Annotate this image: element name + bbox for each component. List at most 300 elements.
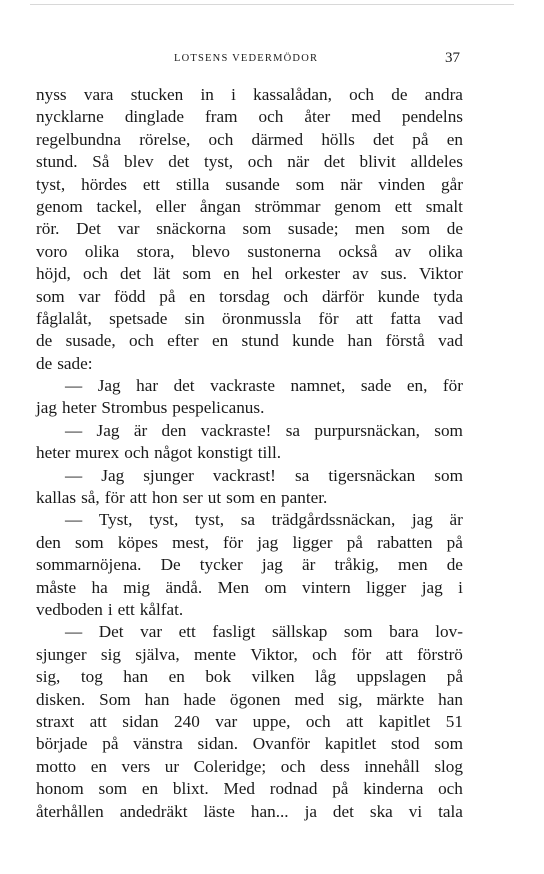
word: vedboden: [36, 599, 103, 619]
word: uppslagen: [356, 667, 427, 687]
word: olika: [84, 241, 120, 261]
text-line: [36, 621, 463, 643]
word: sidan.: [197, 734, 239, 754]
word: måste: [36, 577, 77, 597]
word: tigersnäckan: [328, 465, 416, 485]
word: vackraste!: [200, 420, 272, 440]
text-line: [36, 442, 463, 464]
word: Men: [217, 577, 250, 597]
word: tycker: [199, 555, 243, 575]
word: som: [182, 264, 212, 284]
word: ett: [178, 622, 196, 642]
word: med: [294, 689, 325, 709]
word: ser: [182, 488, 203, 508]
word: vänstra: [133, 734, 183, 754]
word: Som: [99, 689, 131, 709]
word: tyst,: [149, 510, 179, 530]
word: Viktor,: [250, 644, 298, 664]
word: ändå.: [165, 577, 203, 597]
word: vintern: [302, 577, 351, 597]
word: sjunger: [143, 465, 194, 485]
word: läste: [203, 801, 235, 821]
word: ha: [91, 577, 108, 597]
word: på: [159, 286, 176, 306]
text-line: [36, 733, 463, 755]
word: att: [355, 308, 374, 328]
word: spetsade: [109, 308, 168, 328]
text-line: [36, 308, 463, 330]
text-line: [36, 330, 463, 352]
word: lov-: [435, 622, 463, 642]
word: hördes: [81, 174, 127, 194]
text-line: [36, 397, 463, 419]
word: heter: [62, 398, 97, 418]
word: tala: [438, 801, 463, 821]
word: hon: [151, 488, 178, 508]
word: —: [65, 465, 83, 485]
word: på: [446, 667, 463, 687]
text-line: [36, 286, 463, 308]
word: sig,: [338, 689, 363, 709]
running-head: [40, 50, 464, 70]
word: för: [318, 308, 339, 328]
word: fram: [205, 107, 238, 127]
word: och: [349, 85, 374, 104]
word: fåglalåt,: [36, 308, 92, 328]
word: vilken: [251, 667, 295, 687]
word: vad: [438, 308, 463, 328]
word: motto: [36, 756, 77, 776]
word: hade: [183, 689, 216, 709]
word: det: [323, 152, 345, 172]
word: som: [434, 420, 463, 440]
word: sin: [184, 308, 205, 328]
word: började: [36, 734, 88, 754]
word: jag: [36, 398, 57, 418]
word: —: [65, 510, 83, 530]
word: mig: [123, 577, 150, 597]
word: köpes: [117, 532, 158, 552]
word: kunde: [292, 331, 335, 351]
word: fatta: [390, 308, 421, 328]
body-text: [36, 84, 463, 823]
word: en: [90, 756, 107, 776]
word: genom: [36, 196, 83, 216]
word: av: [394, 241, 412, 261]
word: stucken: [130, 85, 184, 104]
word: tråkig,: [334, 555, 379, 575]
word: som: [226, 488, 255, 508]
word: själva,: [135, 644, 180, 664]
text-line: [36, 420, 463, 442]
word: att: [346, 711, 364, 731]
word: för: [104, 488, 125, 508]
word: disken.: [36, 689, 86, 709]
word: Jag: [96, 420, 120, 440]
word: som: [401, 219, 431, 239]
word: orkester: [284, 264, 341, 284]
word: —: [65, 420, 83, 440]
word: blev: [124, 152, 154, 172]
word: straxt: [36, 711, 75, 731]
word: kapitlet: [324, 734, 377, 754]
word: kinderna: [363, 779, 424, 799]
text-line: [36, 353, 463, 375]
word: var: [78, 286, 101, 306]
word: olika: [428, 241, 463, 261]
word: av: [352, 264, 369, 284]
word: var: [117, 219, 140, 239]
text-line: [36, 487, 463, 509]
word: Ovanför: [252, 734, 311, 754]
word: sus.: [380, 264, 407, 284]
word: de: [446, 555, 463, 575]
word: när: [340, 174, 363, 194]
word: ögonen: [229, 689, 281, 709]
word: namnet,: [290, 376, 346, 396]
word: dinglade: [124, 107, 184, 127]
text-line: [36, 218, 463, 240]
word: susade,: [65, 331, 116, 351]
text-line: [36, 778, 463, 800]
word: och: [247, 152, 273, 172]
word: den: [161, 420, 187, 440]
text-line: [36, 644, 463, 666]
word: pespelicanus.: [172, 398, 265, 418]
page-edge-line: [30, 4, 514, 5]
word: susade;: [287, 219, 339, 239]
word: vad: [438, 331, 463, 351]
word: nyss: [36, 85, 67, 104]
word: när: [287, 152, 310, 172]
word: kallas: [36, 488, 77, 508]
word: en: [211, 331, 229, 351]
word: ett: [394, 196, 412, 216]
word: på: [346, 532, 363, 552]
word: hel: [251, 264, 273, 284]
word: efter: [167, 331, 199, 351]
word: blevo: [191, 241, 231, 261]
word: han: [347, 331, 373, 351]
word: strömmar: [254, 196, 321, 216]
word: född: [114, 286, 146, 306]
word: och: [280, 756, 306, 776]
word: sommarnöjena.: [36, 555, 142, 575]
text-line: [36, 375, 463, 397]
word: stora,: [136, 241, 175, 261]
word: eller: [155, 196, 187, 216]
word: det: [168, 152, 190, 172]
word: De: [160, 555, 181, 575]
word: och: [312, 644, 337, 664]
text-line: [36, 689, 463, 711]
word: torsdag: [219, 286, 270, 306]
word: stod: [390, 734, 420, 754]
word: voro: [36, 241, 68, 261]
word: och: [124, 443, 150, 463]
word: låg: [315, 667, 337, 687]
word: bok: [205, 667, 232, 687]
word: bara: [389, 622, 419, 642]
word: i: [458, 577, 463, 597]
word: som: [98, 779, 128, 799]
word: tyst,: [194, 510, 225, 530]
word: stund: [241, 331, 279, 351]
word: var: [140, 622, 163, 642]
word: sa: [240, 510, 256, 530]
word: att: [129, 488, 147, 508]
text-line: [36, 84, 463, 106]
word: som: [75, 532, 104, 552]
word: stund.: [36, 152, 78, 172]
word: heter: [36, 443, 71, 463]
word: vi: [408, 801, 423, 821]
text-line: [36, 174, 463, 196]
word: med: [351, 107, 381, 127]
word: den: [36, 532, 61, 552]
word: stilla: [176, 174, 210, 194]
word: Tyst,: [98, 510, 133, 530]
word: trädgårdssnäckan,: [271, 510, 396, 530]
text-line: [36, 241, 463, 263]
word: kapitlet: [378, 711, 431, 731]
word: sjunger: [36, 644, 87, 664]
word: därför: [321, 286, 364, 306]
word: —: [65, 622, 83, 642]
word: uppe,: [252, 711, 291, 731]
word: för: [223, 532, 244, 552]
text-line: [36, 465, 463, 487]
running-title: LOTSENS VEDERMÖDOR: [174, 53, 319, 64]
word: och: [129, 331, 154, 351]
text-line: [36, 666, 463, 688]
word: blivit: [359, 152, 396, 172]
word: rodnad: [269, 779, 318, 799]
word: så,: [81, 488, 100, 508]
word: ligger: [366, 577, 407, 597]
word: snäckorna: [156, 219, 226, 239]
word: rör.: [36, 219, 60, 239]
word: jag: [261, 555, 283, 575]
word: jag: [421, 577, 443, 597]
word: som: [434, 734, 463, 754]
word: de: [391, 85, 408, 104]
word: för: [442, 376, 463, 396]
word: till.: [257, 443, 282, 463]
word: fasligt: [212, 622, 256, 642]
word: jag: [257, 532, 279, 552]
word: i: [231, 85, 236, 104]
word: han...: [250, 801, 289, 821]
word: men: [397, 555, 428, 575]
text-line: [36, 554, 463, 576]
text-line: [36, 129, 463, 151]
word: sidan: [122, 711, 159, 731]
word: förströ: [417, 644, 463, 664]
word: tyst,: [203, 152, 234, 172]
word: i: [107, 599, 113, 619]
text-line: [36, 599, 463, 621]
word: ångan: [199, 196, 241, 216]
word: en: [168, 667, 185, 687]
word: ska: [369, 801, 393, 821]
word: på: [412, 129, 429, 149]
word: tog: [80, 667, 103, 687]
word: sällskap: [271, 622, 328, 642]
word: på: [446, 532, 463, 552]
word: nycklarne: [36, 107, 104, 127]
word: honom: [36, 779, 84, 799]
word: Det: [98, 622, 124, 642]
word: slog: [434, 756, 463, 776]
word: in: [200, 85, 214, 104]
word: de: [36, 353, 53, 373]
word: öronmussla: [221, 308, 302, 328]
word: Jag: [101, 465, 125, 485]
word: märkte: [376, 689, 425, 709]
word: dess: [320, 756, 350, 776]
word: Med: [223, 779, 255, 799]
word: blixt.: [172, 779, 209, 799]
word: en: [141, 779, 159, 799]
text-line: [36, 532, 463, 554]
word: mest,: [172, 532, 209, 552]
word: och: [305, 711, 331, 731]
text-line: [36, 801, 463, 823]
word: kunde: [377, 286, 420, 306]
word: rörelse,: [139, 129, 191, 149]
word: något: [154, 443, 193, 463]
word: han: [123, 667, 149, 687]
word: som: [343, 622, 373, 642]
word: susande: [225, 174, 280, 194]
word: —: [65, 376, 83, 396]
word: men: [355, 219, 385, 239]
word: det: [332, 801, 354, 821]
word: kassalådan,: [253, 85, 332, 104]
word: en: [446, 129, 463, 149]
word: en: [189, 286, 206, 306]
word: för: [351, 644, 372, 664]
word: innehåll: [364, 756, 420, 776]
word: tackel,: [96, 196, 142, 216]
word: och: [258, 107, 284, 127]
word: 240: [174, 711, 200, 731]
word: en: [259, 488, 277, 508]
word: Jag: [97, 376, 121, 396]
word: på: [332, 779, 349, 799]
word: sig: [100, 644, 121, 664]
word: som: [295, 174, 325, 194]
word: alldeles: [410, 152, 463, 172]
word: en,: [406, 376, 428, 396]
text-line: [36, 711, 463, 733]
word: och: [83, 264, 108, 284]
word: det: [373, 129, 394, 149]
text-line: [36, 577, 463, 599]
word: som: [36, 286, 65, 306]
text-line: [36, 509, 463, 531]
word: vara: [83, 85, 114, 104]
word: rabatten: [377, 532, 433, 552]
word: tyda: [433, 286, 463, 306]
word: regelbundna: [36, 129, 121, 149]
text-line: [36, 151, 463, 173]
word: tyst,: [36, 174, 66, 194]
word: har: [136, 376, 159, 396]
word: och: [438, 779, 463, 799]
word: ett: [117, 599, 135, 619]
word: det: [119, 264, 141, 284]
word: smalt: [425, 196, 463, 216]
word: sa: [285, 420, 301, 440]
word: andedräkt: [119, 801, 188, 821]
word: pendelns: [401, 107, 463, 127]
word: vackrast!: [212, 465, 276, 485]
word: sade: [360, 376, 392, 396]
word: kålfat.: [139, 599, 184, 619]
text-line: [36, 106, 463, 128]
word: purpursnäckan,: [314, 420, 420, 440]
word: vinden: [378, 174, 426, 194]
word: att: [385, 644, 403, 664]
word: jag: [411, 510, 433, 530]
word: ja: [304, 801, 317, 821]
word: Coleridge;: [193, 756, 267, 776]
word: genom: [334, 196, 382, 216]
word: panter.: [281, 488, 328, 508]
word: och: [208, 129, 234, 149]
text-line: [36, 756, 463, 778]
word: andra: [424, 85, 463, 104]
word: de: [446, 219, 463, 239]
word: de: [36, 331, 53, 351]
word: 51: [445, 711, 463, 731]
word: åter: [304, 107, 331, 127]
word: sade:: [57, 353, 93, 373]
word: därmed: [251, 129, 304, 149]
word: vackraste: [210, 376, 275, 396]
text-line: [36, 196, 463, 218]
word: sa: [294, 465, 310, 485]
word: han: [144, 689, 170, 709]
word: Viktor: [419, 264, 463, 284]
word: ligger: [292, 532, 333, 552]
word: om: [264, 577, 287, 597]
word: ur: [164, 756, 180, 776]
word: var: [215, 711, 238, 731]
word: och: [283, 286, 309, 306]
word: är: [449, 510, 463, 530]
word: förstå: [385, 331, 425, 351]
word: sig,: [36, 667, 61, 687]
text-line: [36, 263, 463, 285]
word: Så: [92, 152, 110, 172]
word: det: [173, 376, 195, 396]
word: sustonerna: [247, 241, 321, 261]
word: konstigt: [197, 443, 253, 463]
word: vers: [121, 756, 151, 776]
word: som: [434, 465, 463, 485]
word: att: [89, 711, 107, 731]
page-number: 37: [445, 50, 460, 66]
word: Det: [76, 219, 101, 239]
word: på: [102, 734, 119, 754]
word: ut: [207, 488, 222, 508]
word: går: [441, 174, 463, 194]
word: mente: [194, 644, 236, 664]
word: ett: [142, 174, 161, 194]
